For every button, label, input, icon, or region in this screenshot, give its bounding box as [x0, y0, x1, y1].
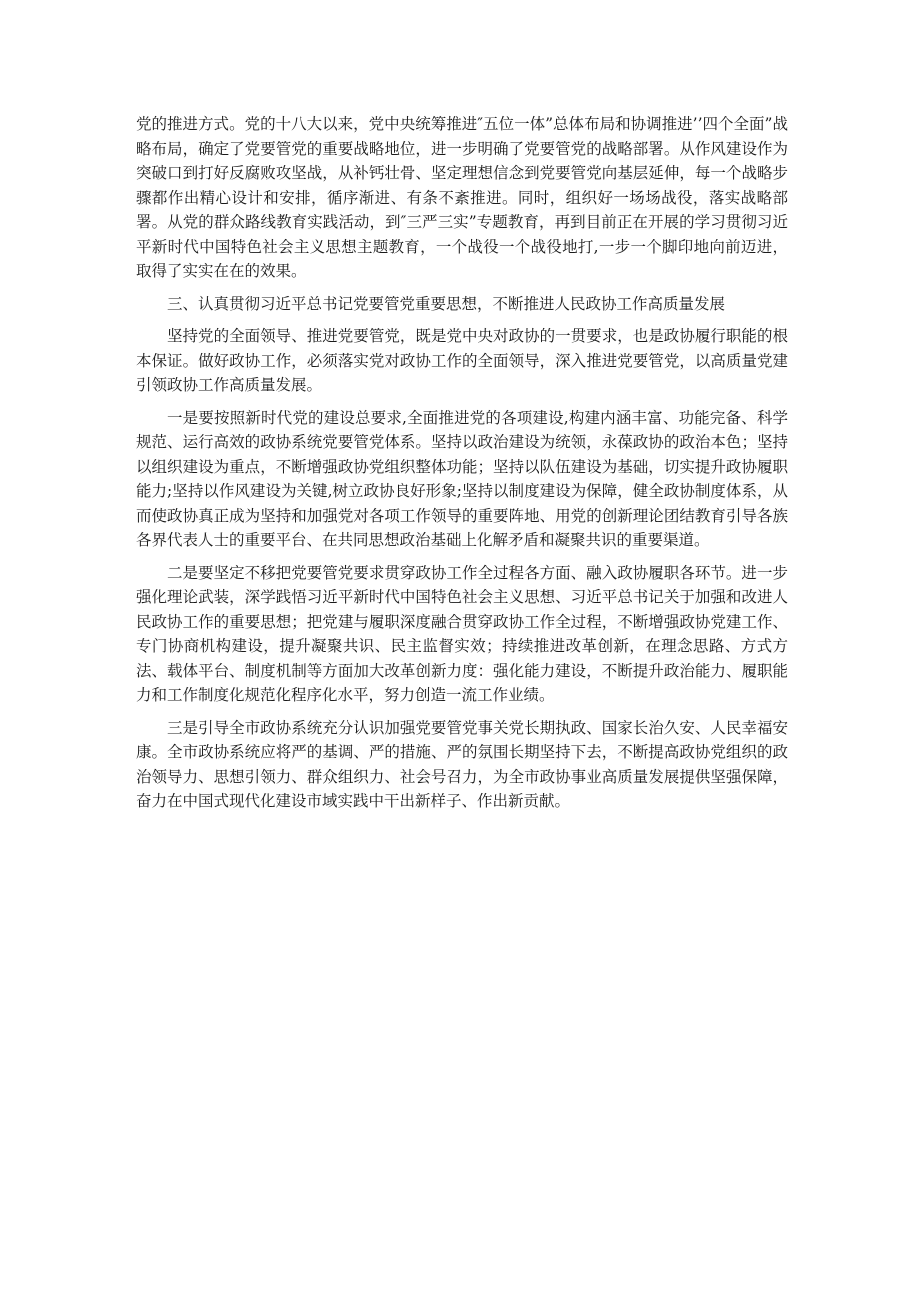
document-body [136, 112, 788, 822]
paragraph-point-3: 三是引导全市政协系统充分认识加强党要管党事关党长期执政、国家长治久安、人民幸福安康。全市政协系统应将严的基调、严的措施、严的氛围长期坚持下去，不断提高政协党组织的政治领导力、思想引领力、群众组织力、社会号召力，为全市政协事业高质量发展提供坚强保障，奋力在中国式现代化建设市域实践中干出新样子、作出新贡献。 [136, 718, 788, 810]
paragraph-point-2: 二是要坚定不移把党要管党要求贯穿政协工作全过程各方面、融入政协履职各环节。进一步强化理论武装，深学践悟习近平新时代中国特色社会主义思想、习近平总书记关于加强和改进人民政协工作的重要思想；把党建与履职深度融合贯穿政协工作全过程，不断增强政协党建工作、专门协商机构建设，提升凝聚共识、民主监督实效；持续推进改革创新，在理念思路、方式方法、载体平台、制度机制等方面加大改革创新力度：强化能力建设，不断提升政治能力、履职能力和工作制度化规范化程序化水平，努力创造一流工作业绩。 [136, 563, 788, 704]
paragraph-intro: 坚持党的全面领导、推进党要管党，既是党中央对政协的一贯要求，也是政协履行职能的根本保证。做好政协工作，必须落实党对政协工作的全面领导，深入推进党要管党，以高质量党建引领政协工作高质量发展。 [136, 327, 788, 394]
paragraph-point-1: 一是要按照新时代党的建设总要求,全面推进党的各项建设,构建内涵丰富、功能完备、科学规范、运行高效的政协系统党要管党体系。坚持以政治建设为统领，永葆政协的政治本色；坚持以组织建设为重点，不断增强政协党组织整体功能；坚持以队伍建设为基础，切实提升政协履职能力;坚持以作风建设为关键,树立政协良好形象;坚持以制度建设为保障，健全政协制度体系，从而使政协真正成为坚持和加强党对各项工作领导的重要阵地、用党的创新理论团结教育引导各族各界代表人士的重要平台、在共同思想政治基础上化解矛盾和凝聚共识的重要渠道。 [136, 408, 788, 549]
section-heading-3: 三、认真贯彻习近平总书记党要管党重要思想，不断推进人民政协工作高质量发展 [167, 294, 726, 313]
paragraph-continued: 党的推进方式。党的十八大以来，党中央统筹推进″五位一体”总体布局和协调推进’’四个全面”战略布局，确定了党要管党的重要战略地位，进一步明确了党要管党的战略部署。从作风建设作为突破口到打好反腐败攻坚战，从补钙壮骨、坚定理想信念到党要管党向基层延伸，每一个战略步骤都作出精心设计和安排，循序渐进、有条不紊推进。同时，组织好一场场战役，落实战略部署。从党的群众路线教育实践活动，到″三严三实”专题教育，再到目前正在开展的学习贯彻习近平新时代中国特色社会主义思想主题教育，一个战役一个战役地打,一步一个脚印地向前迈进，取得了实实在在的效果。 [136, 115, 788, 280]
